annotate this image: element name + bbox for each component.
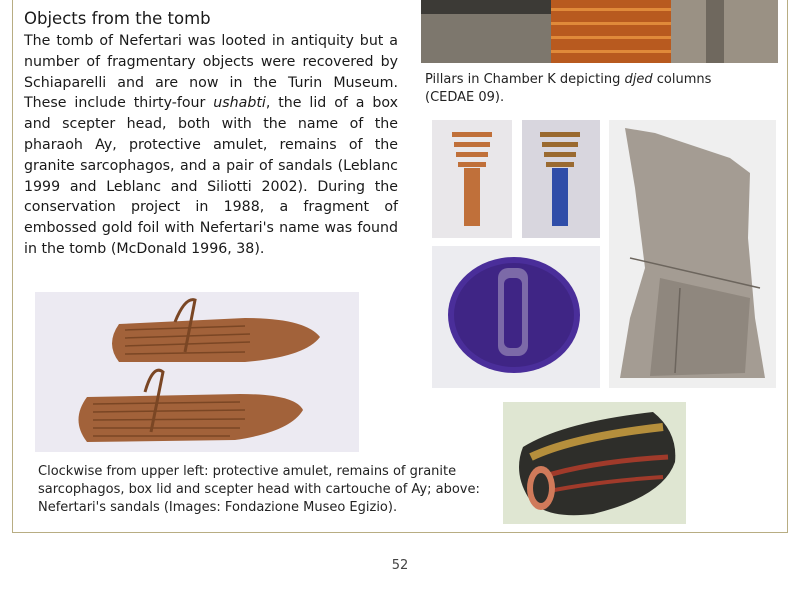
objects-collage xyxy=(430,118,778,391)
sandals-photo xyxy=(35,292,359,452)
scepter-head-photo xyxy=(503,402,686,524)
body-text-part2: , the lid of a box and scepter head, both with the name of the pharaoh Ay, protective amulet, remains of the granite sarcophagos, and a pair of sandals (Leblanc 1999 and Leblanc and Siliotti 2002). During the conservation project in 1988, a fragment of embossed gold foil with Nefertari's name was found in the tomb (McDonald 1996, 38). xyxy=(24,95,398,257)
caption-objects: Clockwise from upper left: protective amulet, remains of granite sarcophagos, box lid and scepter head with cartouche of Ay; above: Nefertari's sandals (Images: Fondazione Museo Egizio). xyxy=(38,464,480,515)
body-paragraph xyxy=(24,31,398,260)
pillars-chamber-photo xyxy=(421,0,778,63)
section-heading: Objects from the tomb xyxy=(24,9,211,28)
body-text-emphasis: ushabti xyxy=(213,95,266,112)
body-text-part1: The tomb of Nefertari was looted in antiquity but a number of fragmentary objects were recovered by Schiaparelli and are now in the Turin Museum. These include thirty-four xyxy=(24,33,398,112)
page-number: 52 xyxy=(391,558,409,573)
caption-pillars: Pillars in Chamber K depicting djed columns (CEDAE 09). xyxy=(425,72,712,105)
